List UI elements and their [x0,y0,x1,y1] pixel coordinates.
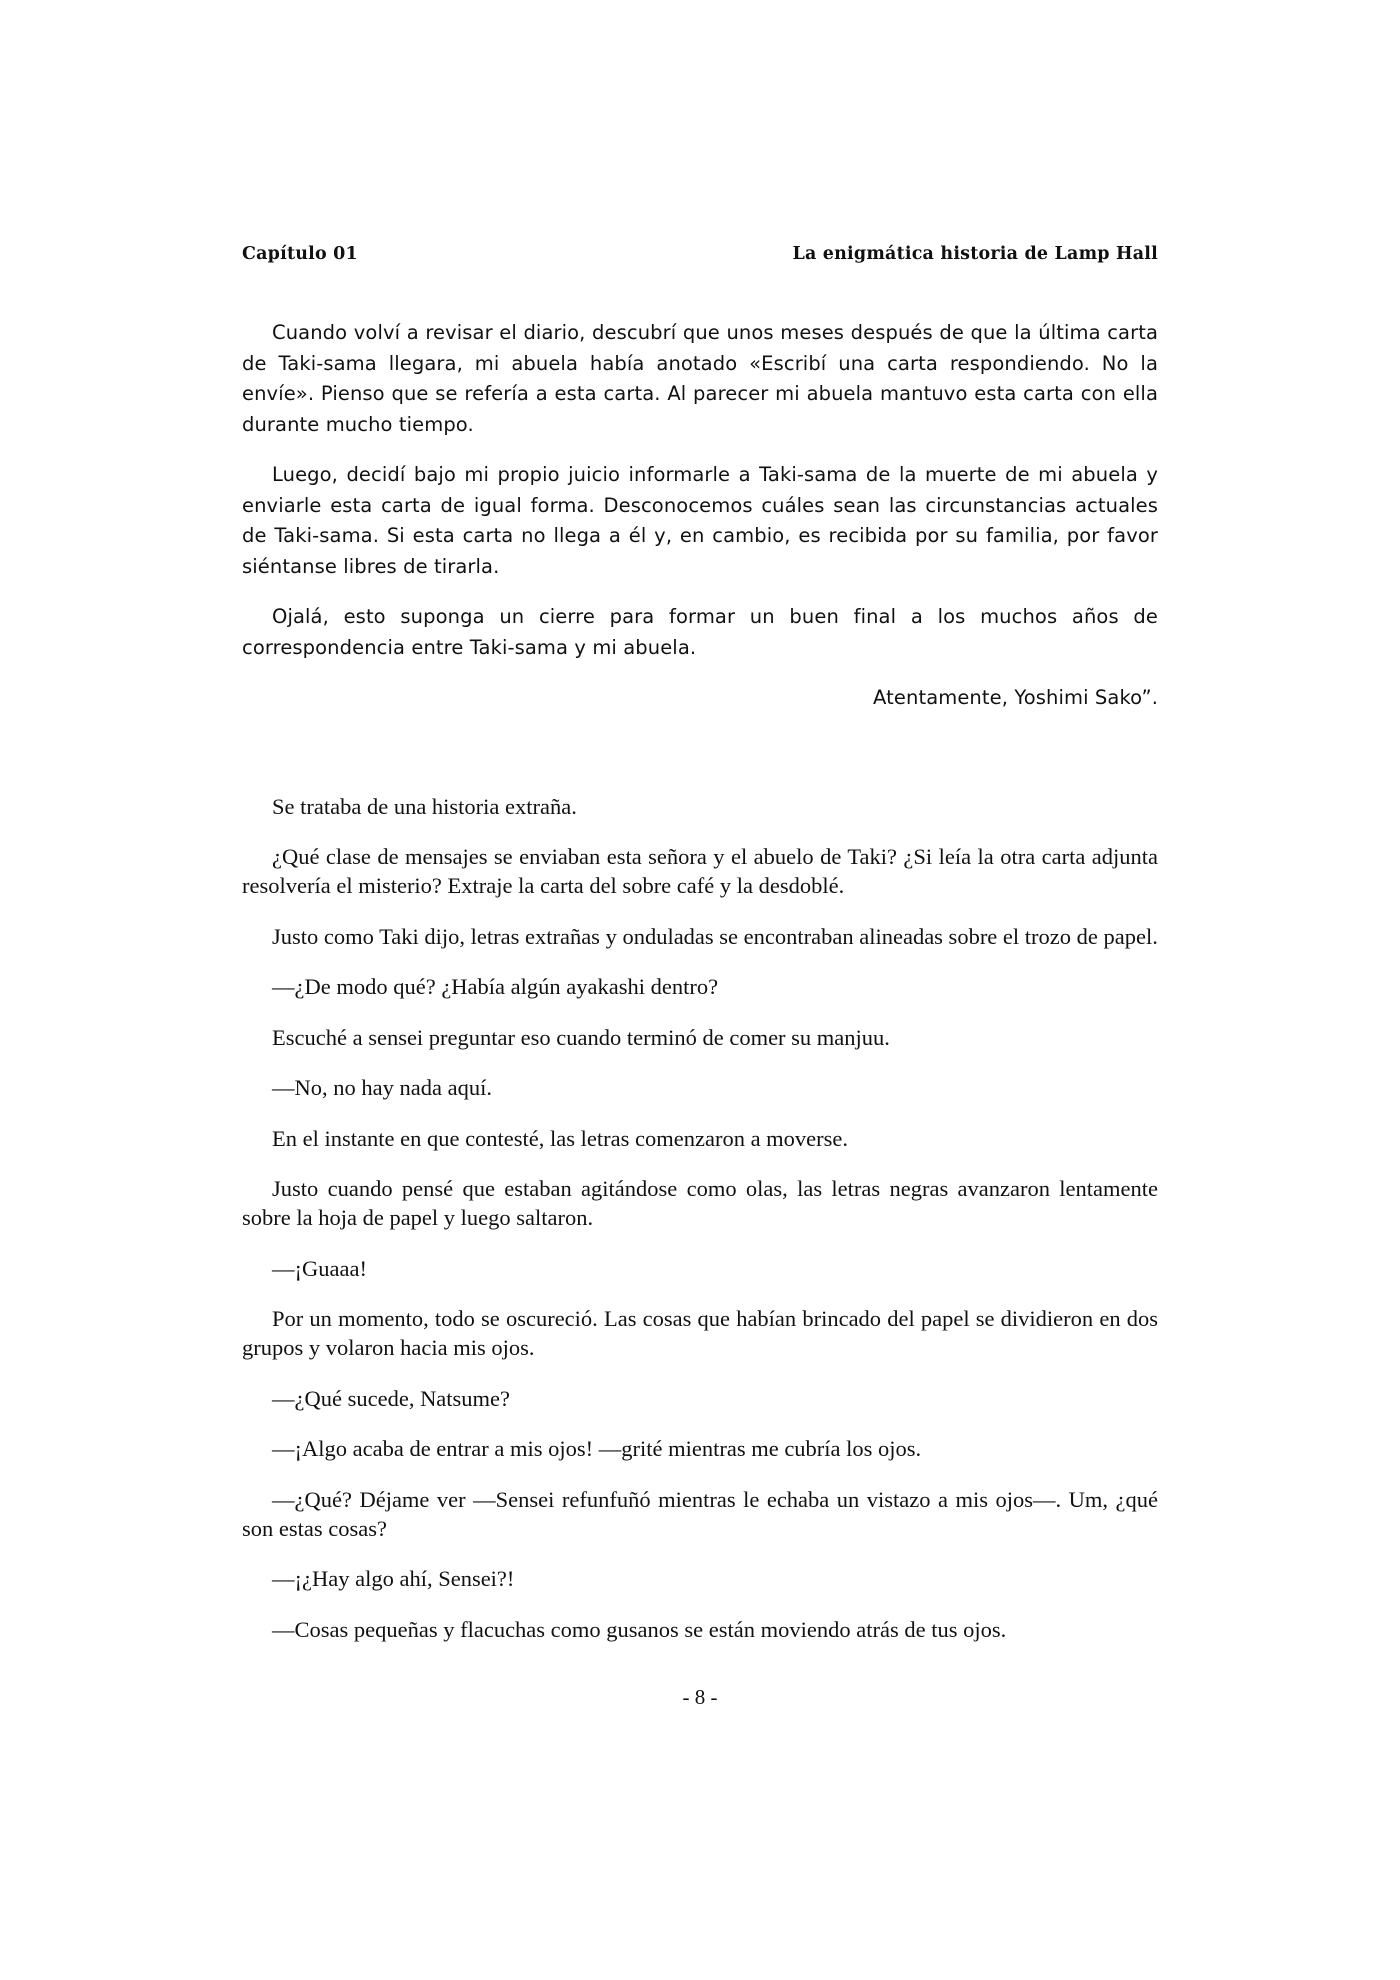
dialogue-line: —No, no hay nada aquí. [272,1075,492,1100]
dialogue-line: —¿Qué sucede, Natsume? [272,1385,511,1411]
narrative-paragraph: En el instante en que contesté, las letras comenzaron a moverse. [272,1125,849,1151]
dialogue-line: —¿De modo qué? ¿Había algún ayakashi dentro? [272,974,719,999]
running-header [242,244,1158,264]
dialogue-line: —¡Algo acaba de entrar a mis ojos! —grité mientras me cubría los ojos. [272,1436,922,1461]
narrative-paragraph: Escuché a sensei preguntar eso cuando terminó de comer su manjuu. [272,1024,890,1050]
narrative-paragraph: Se trataba de una historia extraña. [272,793,577,819]
letter-paragraph: Luego, decidí bajo mi propio juicio informarle a Taki-sama de la muerte de mi abuela y enviarle esta carta de igual forma. Desconocemos cuáles sean las circunstancias actuales de Taki-sama. Si esta carta no llega a él y, en cambio, es recibida por su familia, por favor siéntanse libres de tirarla. [242,463,1158,578]
letter-excerpt [242,318,1158,714]
page-number: - 8 - [682,1685,718,1709]
dialogue-line: —Cosas pequeñas y flacuchas como gusanos se están moviendo atrás de tus ojos. [272,1616,1007,1642]
letter-signature: Atentamente, Yoshimi Sako”. [873,686,1158,709]
body-text [242,318,1158,1665]
narrative-paragraph: ¿Qué clase de mensajes se enviaban esta señora y el abuelo de Taki? ¿Si leía la otra carta adjunta resolvería el misterio? Extraje la carta del sobre café y la desdoblé. [242,844,1158,898]
letter-paragraph: Cuando volví a revisar el diario, descubrí que unos meses después de que la última carta de Taki-sama llegara, mi abuela había anotado «Escribí una carta respondiendo. No la envíe». Pienso que se refería a esta carta. Al parecer mi abuela mantuvo esta carta con ella durante mucho tiempo. [242,321,1158,436]
dialogue-line: —¡¿Hay algo ahí, Sensei?! [272,1566,515,1591]
section-gap [242,734,1158,792]
narrative-paragraph: Justo como Taki dijo, letras extrañas y onduladas se encontraban alineadas sobre el trozo de papel. [272,923,1158,949]
chapter-label: Capítulo 01 [242,244,358,264]
book-title: La enigmática historia de Lamp Hall [792,244,1158,264]
narrative-paragraph: Justo cuando pensé que estaban agitándose como olas, las letras negras avanzaron lentamente sobre la hoja de papel y luego saltaron. [242,1176,1158,1230]
dialogue-line: —¡Guaaa! [272,1255,367,1281]
narrative-text [242,792,1158,1644]
narrative-paragraph: Por un momento, todo se oscureció. Las cosas que habían brincado del papel se dividieron en dos grupos y volaron hacia mis ojos. [242,1306,1158,1360]
letter-paragraph: Ojalá, esto suponga un cierre para formar un buen final a los muchos años de correspondencia entre Taki-sama y mi abuela. [242,605,1158,659]
dialogue-line: —¿Qué? Déjame ver —Sensei refunfuñó mientras le echaba un vistazo a mis ojos—. Um, ¿qué son estas cosas? [242,1486,1158,1541]
